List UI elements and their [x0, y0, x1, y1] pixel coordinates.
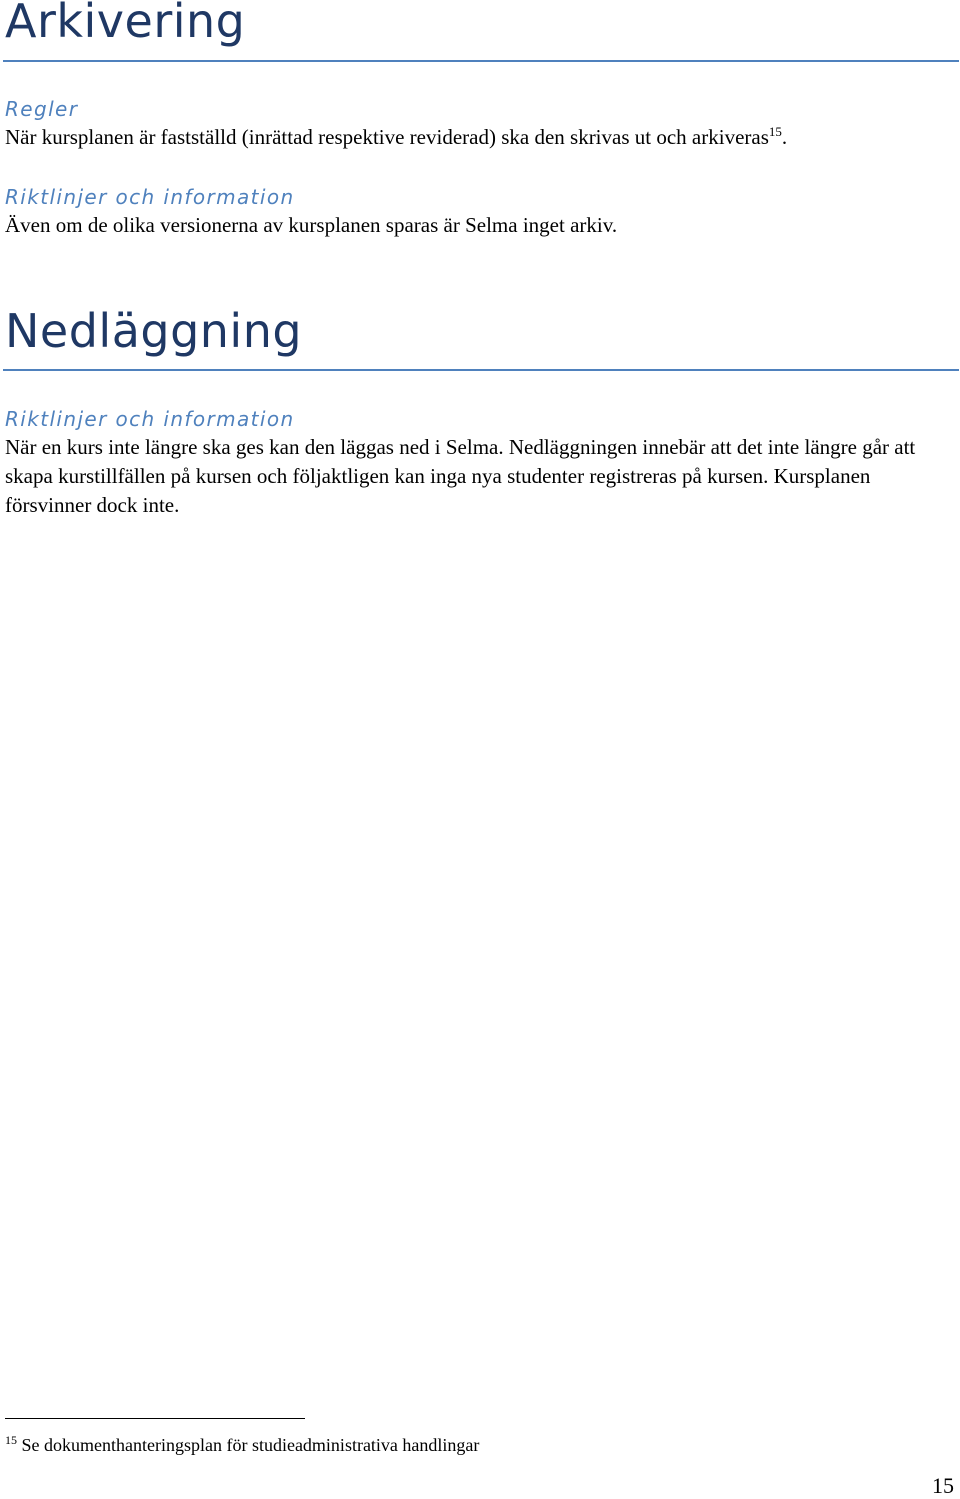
paragraph-riktlinjer: Även om de olika versionerna av kursplanen sparas är Selma inget arkiv.: [5, 213, 618, 237]
footnote-number: 15: [5, 1433, 17, 1447]
footnote-rule: [5, 1418, 305, 1419]
paragraph-text-after: .: [781, 125, 788, 149]
subheading-regler: Regler: [5, 97, 79, 121]
paragraph-text: När kursplanen är fastställd (inrättad respektive reviderad) ska den skrivas ut och arkiveras: [5, 125, 769, 149]
footnote: [5, 1433, 479, 1457]
heading-rule: [3, 60, 959, 62]
subheading-riktlinjer: Riktlinjer och information: [5, 185, 295, 209]
subheading-riktlinjer: Riktlinjer och information: [5, 407, 295, 431]
footnote-ref[interactable]: 15: [768, 124, 782, 139]
paragraph-nedlaggning: När en kurs inte längre ska ges kan den läggas ned i Selma. Nedläggningen innebär att det inte längre går att skapa kurstillfällen på kursen och följaktligen kan inga nya studenter registreras på kursen. Kursplanen försvinner dock inte.: [5, 435, 916, 517]
heading-rule: [3, 369, 959, 371]
paragraph-regler: [5, 123, 950, 152]
page-number: 15: [932, 1473, 954, 1498]
section-heading-arkivering: Arkivering: [5, 0, 246, 48]
section-heading-nedlaggning: Nedläggning: [5, 304, 303, 358]
footnote-text: Se dokumenthanteringsplan för studieadministrativa handlingar: [21, 1435, 480, 1455]
